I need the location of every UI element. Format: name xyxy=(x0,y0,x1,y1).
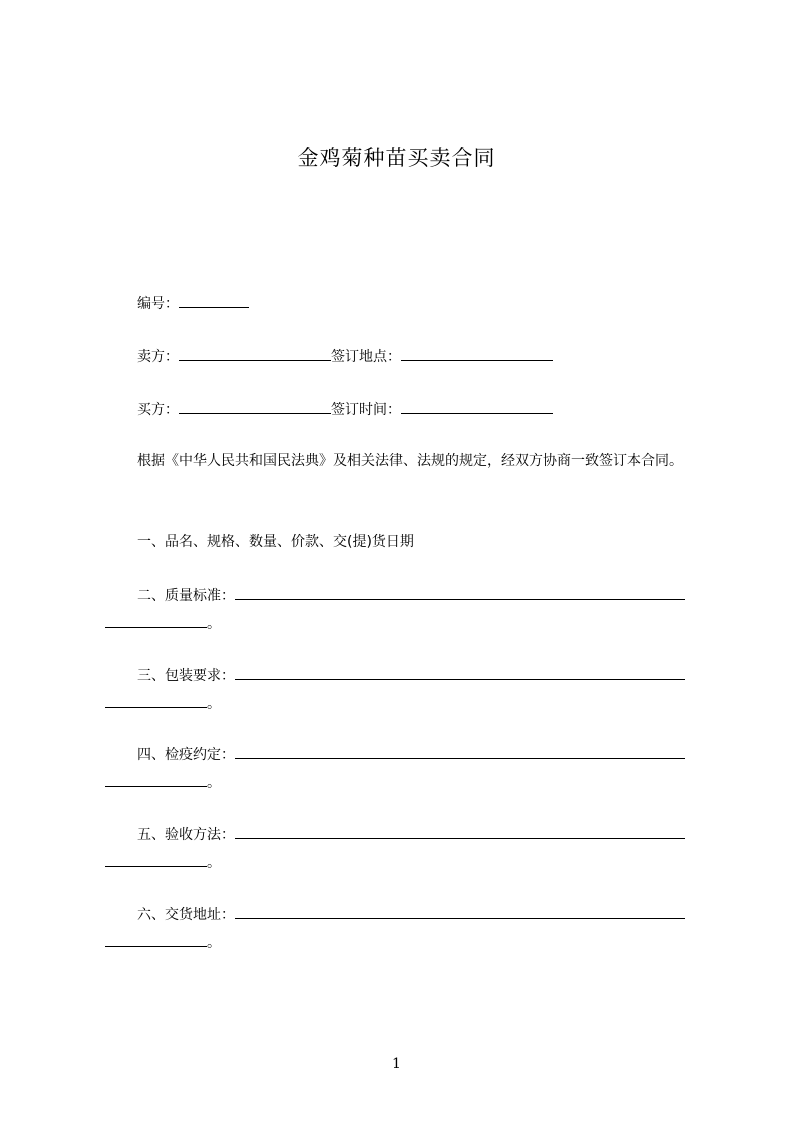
section-blank-cont[interactable] xyxy=(105,692,207,708)
section-quarantine-cont xyxy=(105,771,221,793)
section-label: 一、品名、规格、数量、价款、交(提)货日期 xyxy=(137,534,414,550)
section-label: 四、检疫约定： xyxy=(137,747,235,763)
sign-time-blank[interactable] xyxy=(401,398,553,414)
section-delivery-address xyxy=(137,903,685,925)
period: 。 xyxy=(207,696,221,712)
sign-place-label: 签订地点： xyxy=(331,349,401,365)
section-quarantine xyxy=(137,743,685,765)
section-delivery-address-cont xyxy=(105,931,221,953)
section-label: 三、包装要求： xyxy=(137,668,235,684)
seller-row xyxy=(137,345,553,367)
buyer-label: 买方： xyxy=(137,402,179,418)
contract-number-label: 编号： xyxy=(137,296,179,312)
section-blank[interactable] xyxy=(235,743,685,759)
section-heading xyxy=(137,532,414,552)
seller-blank[interactable] xyxy=(179,345,331,361)
document-title: 金鸡菊种苗买卖合同 xyxy=(297,146,496,170)
section-blank-cont[interactable] xyxy=(105,931,207,947)
section-acceptance-cont xyxy=(105,851,221,873)
buyer-blank[interactable] xyxy=(179,398,331,414)
section-blank[interactable] xyxy=(235,903,685,919)
contract-number-blank[interactable] xyxy=(179,292,249,308)
section-blank[interactable] xyxy=(235,664,685,680)
section-acceptance xyxy=(137,823,685,845)
period: 。 xyxy=(207,616,221,632)
section-label: 二、质量标准： xyxy=(137,588,235,604)
period: 。 xyxy=(207,935,221,951)
section-blank-cont[interactable] xyxy=(105,771,207,787)
section-blank[interactable] xyxy=(235,584,685,600)
page-number: 1 xyxy=(392,1056,401,1072)
section-packaging xyxy=(137,664,685,686)
section-blank-cont[interactable] xyxy=(105,851,207,867)
contract-number-row xyxy=(137,292,249,314)
section-quality xyxy=(137,584,685,606)
intro-paragraph xyxy=(105,446,705,476)
section-blank-cont[interactable] xyxy=(105,612,207,628)
section-quality-cont xyxy=(105,612,221,634)
period: 。 xyxy=(207,855,221,871)
period: 。 xyxy=(207,775,221,791)
sign-time-label: 签订时间： xyxy=(331,402,401,418)
section-label: 五、验收方法： xyxy=(137,827,235,843)
section-label: 六、交货地址： xyxy=(137,907,235,923)
sign-place-blank[interactable] xyxy=(401,345,553,361)
section-packaging-cont xyxy=(105,692,221,714)
seller-label: 卖方： xyxy=(137,349,179,365)
intro-text: 根据《中华人民共和国民法典》及相关法律、法规的规定，经双方协商一致签订本合同。 xyxy=(137,453,683,469)
section-blank[interactable] xyxy=(235,823,685,839)
buyer-row xyxy=(137,398,553,420)
